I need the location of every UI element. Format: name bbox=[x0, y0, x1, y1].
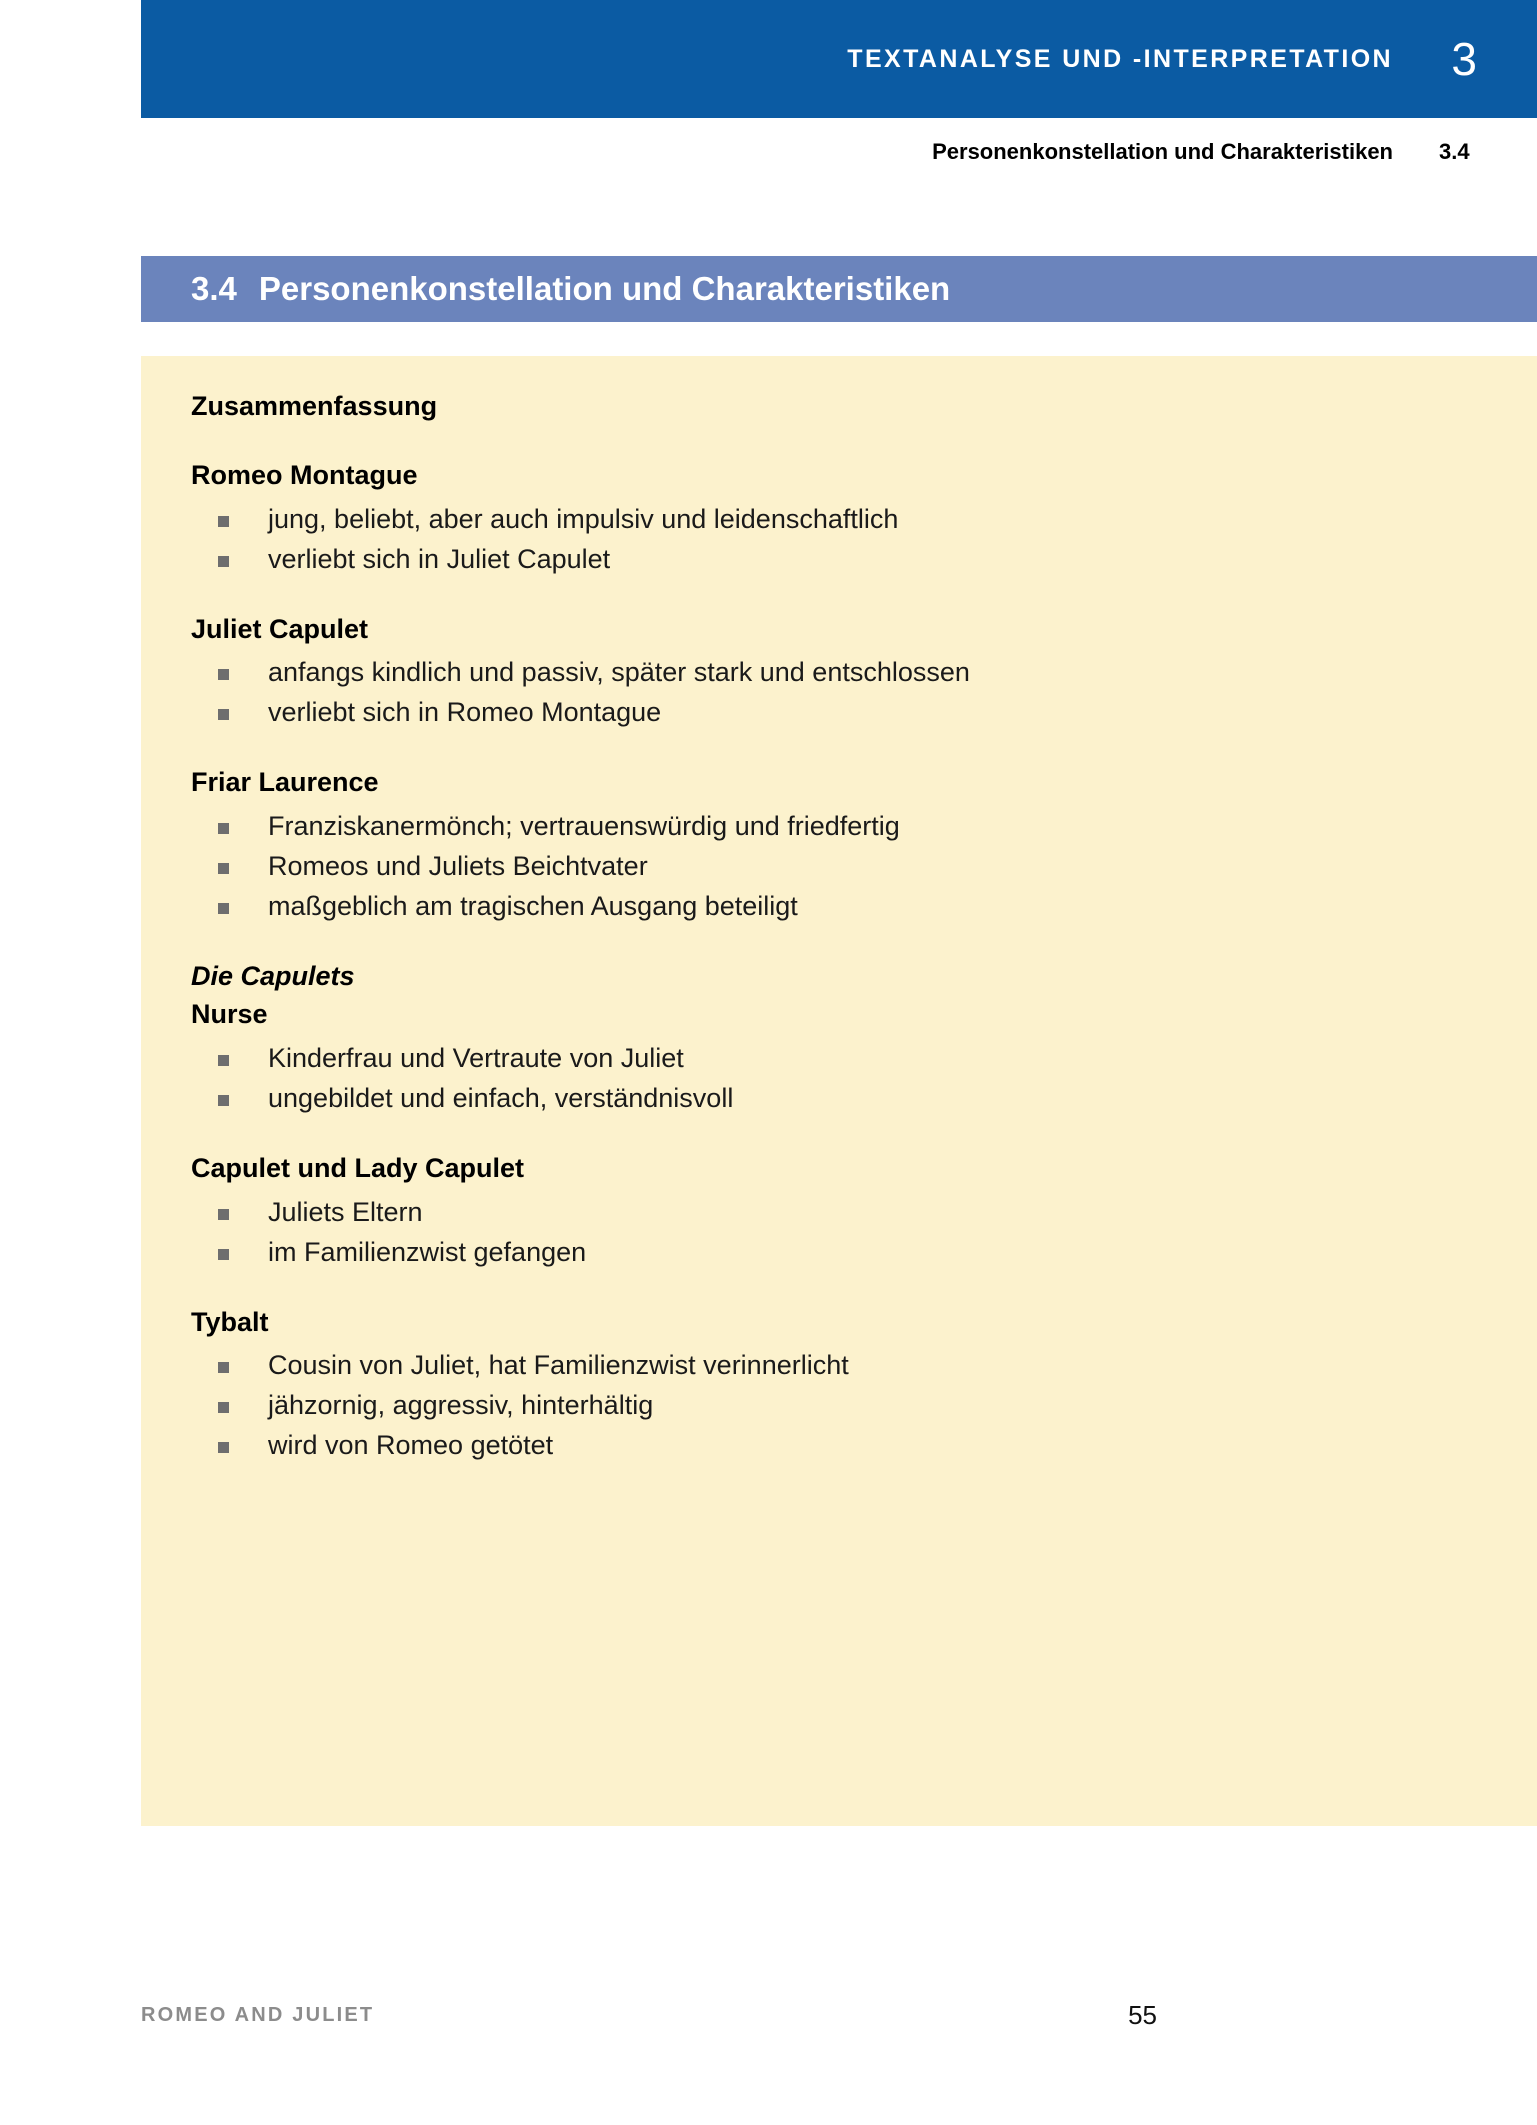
character-trait-list bbox=[191, 1194, 1487, 1271]
square-bullet-icon bbox=[218, 556, 229, 567]
list-item bbox=[191, 501, 1487, 538]
section-title-band bbox=[141, 256, 1537, 322]
page-footer bbox=[141, 1995, 1537, 2035]
square-bullet-icon bbox=[218, 903, 229, 914]
list-item bbox=[191, 1347, 1487, 1384]
character-group bbox=[191, 1151, 1487, 1271]
list-item-text: Romeos und Juliets Beichtvater bbox=[268, 850, 648, 881]
square-bullet-icon bbox=[218, 516, 229, 527]
list-item-text: anfangs kindlich und passiv, später stark und entschlossen bbox=[268, 657, 970, 688]
list-item-text: verliebt sich in Juliet Capulet bbox=[268, 543, 611, 574]
list-item-text: jung, beliebt, aber auch impulsiv und leidenschaftlich bbox=[268, 503, 899, 534]
list-item-text: jähzornig, aggressiv, hinterhältig bbox=[268, 1390, 654, 1421]
character-name: Tybalt bbox=[191, 1306, 269, 1337]
square-bullet-icon bbox=[218, 1055, 229, 1066]
character-group bbox=[191, 458, 1487, 578]
list-item bbox=[191, 888, 1487, 925]
character-name: Romeo Montague bbox=[191, 460, 418, 491]
list-item-text: ungebildet und einfach, verständnisvoll bbox=[268, 1083, 734, 1113]
running-subheader-section-number: 3.4 bbox=[1439, 139, 1470, 164]
list-item bbox=[191, 541, 1487, 578]
list-item bbox=[191, 1427, 1487, 1464]
list-item-text: maßgeblich am tragischen Ausgang beteiligt bbox=[268, 890, 798, 921]
character-trait-list bbox=[191, 654, 1487, 731]
character-trait-list bbox=[191, 1040, 1487, 1117]
list-item bbox=[191, 848, 1487, 885]
list-item-text: Franziskanermönch; vertrauenswürdig und friedfertig bbox=[268, 810, 900, 841]
running-header-bar bbox=[141, 0, 1537, 118]
character-trait-list bbox=[191, 808, 1487, 925]
summary-panel bbox=[141, 356, 1537, 1826]
character-group bbox=[191, 612, 1487, 732]
list-item bbox=[191, 1387, 1487, 1424]
character-name: Capulet und Lady Capulet bbox=[191, 1152, 525, 1183]
square-bullet-icon bbox=[218, 709, 229, 720]
list-item-text: wird von Romeo getötet bbox=[268, 1430, 554, 1461]
panel-title: Zusammenfassung bbox=[191, 391, 438, 421]
list-item bbox=[191, 1194, 1487, 1231]
list-item-text: Juliets Eltern bbox=[268, 1196, 423, 1227]
character-group bbox=[191, 1305, 1487, 1465]
square-bullet-icon bbox=[218, 1442, 229, 1453]
square-bullet-icon bbox=[218, 1095, 229, 1106]
character-name: Juliet Capulet bbox=[191, 613, 369, 644]
list-item bbox=[191, 654, 1487, 691]
square-bullet-icon bbox=[218, 1402, 229, 1413]
character-group bbox=[191, 765, 1487, 925]
list-item-text: im Familienzwist gefangen bbox=[268, 1236, 587, 1267]
square-bullet-icon bbox=[218, 1362, 229, 1373]
square-bullet-icon bbox=[218, 669, 229, 680]
list-item-text: verliebt sich in Romeo Montague bbox=[268, 697, 662, 728]
character-group bbox=[191, 959, 1487, 1117]
list-item bbox=[191, 1080, 1487, 1117]
character-name: Friar Laurence bbox=[191, 767, 379, 798]
square-bullet-icon bbox=[218, 823, 229, 834]
footer-book-title: ROMEO AND JULIET bbox=[141, 2003, 375, 2026]
list-item bbox=[191, 694, 1487, 731]
section-number: 3.4 bbox=[191, 270, 237, 307]
character-trait-list bbox=[191, 501, 1487, 578]
running-subheader bbox=[141, 130, 1537, 174]
list-item-text: Cousin von Juliet, hat Familienzwist verinnerlicht bbox=[268, 1350, 849, 1381]
running-subheader-section-title: Personenkonstellation und Charakteristiken bbox=[932, 139, 1393, 164]
footer-page-number: 55 bbox=[1128, 1999, 1157, 2030]
square-bullet-icon bbox=[218, 1209, 229, 1220]
section-title: Personenkonstellation und Charakteristiken bbox=[258, 270, 951, 307]
running-header-chapter-title: TEXTANALYSE UND -INTERPRETATION bbox=[847, 44, 1393, 73]
character-family-label: Die Capulets bbox=[191, 960, 355, 991]
square-bullet-icon bbox=[218, 1249, 229, 1260]
list-item bbox=[191, 1040, 1487, 1077]
running-header-chapter-number: 3 bbox=[1451, 33, 1477, 85]
square-bullet-icon bbox=[218, 863, 229, 874]
character-trait-list bbox=[191, 1347, 1487, 1464]
list-item bbox=[191, 808, 1487, 845]
list-item bbox=[191, 1234, 1487, 1271]
list-item-text: Kinderfrau und Vertraute von Juliet bbox=[268, 1043, 684, 1074]
character-name: Nurse bbox=[191, 999, 268, 1030]
